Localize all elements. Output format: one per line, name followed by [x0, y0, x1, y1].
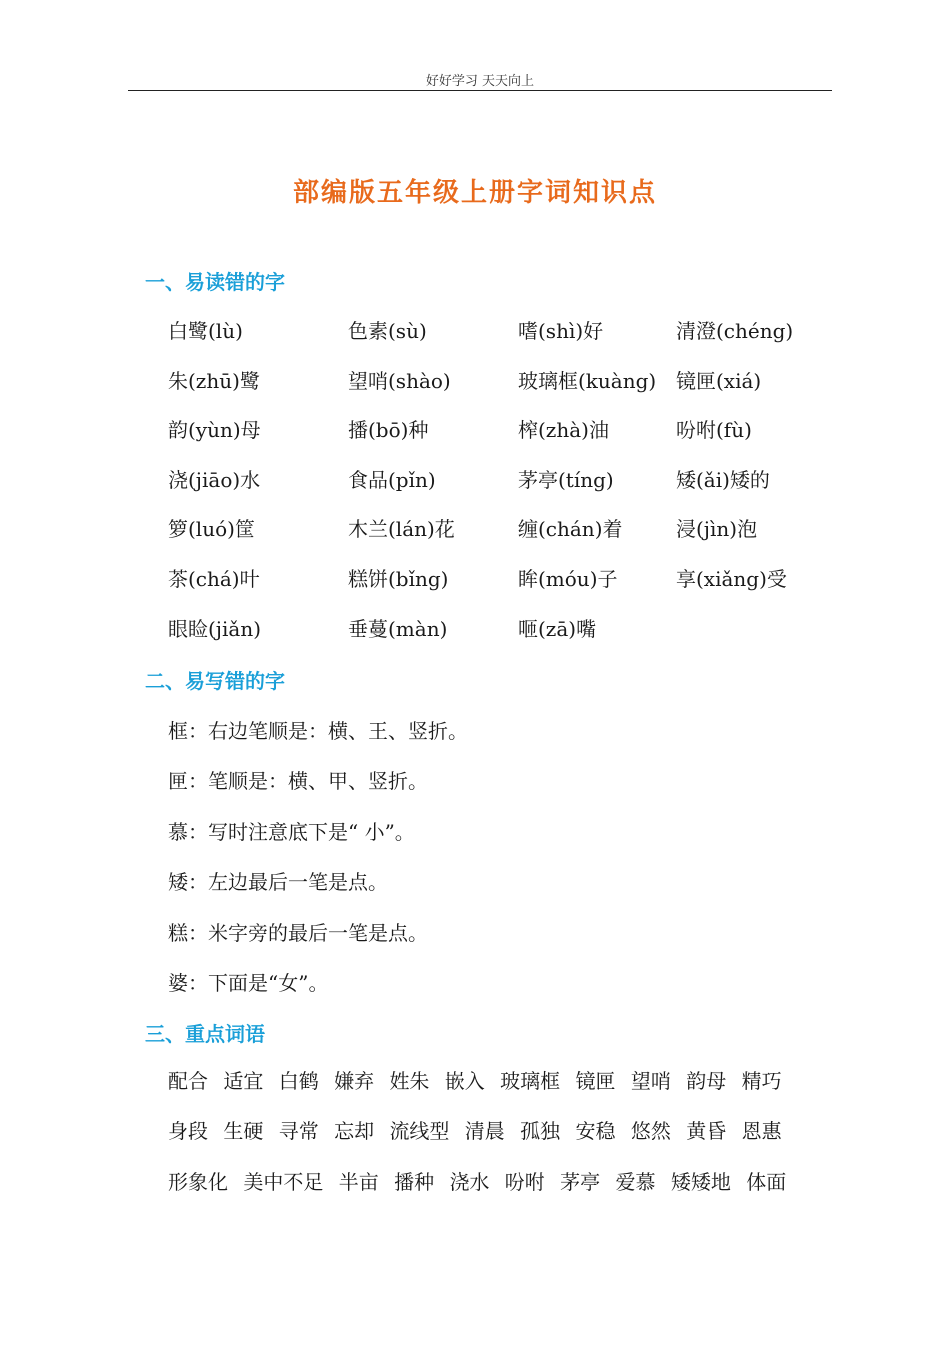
section-heading-miswritten: 二、易写错的字 — [145, 669, 285, 693]
key-word: 嫌弃 — [334, 1069, 375, 1093]
misread-item: 咂(zā)嘴 — [518, 616, 597, 641]
key-word: 形象化 — [168, 1169, 228, 1194]
misread-item: 缠(chán)着 — [518, 517, 623, 542]
key-word: 体面 — [746, 1169, 787, 1194]
header-divider — [128, 90, 832, 91]
miswritten-item: 矮：左边最后一笔是点。 — [168, 870, 388, 895]
miswritten-item: 慕：写时注意底下是“ 小”。 — [168, 819, 415, 844]
misread-item: 木兰(lán)花 — [348, 517, 455, 542]
misread-item: 享(xiǎng)受 — [676, 566, 787, 591]
misread-item: 茅亭(tíng) — [518, 467, 614, 492]
misread-item: 矮(ǎi)矮的 — [676, 467, 770, 492]
key-word: 黄昏 — [686, 1119, 727, 1144]
key-word: 韵母 — [686, 1069, 727, 1093]
misread-item: 白鹭(lù) — [168, 319, 243, 343]
misread-item: 浸(jìn)泡 — [676, 517, 758, 542]
key-word: 玻璃框 — [500, 1069, 561, 1093]
key-word: 矮矮地 — [670, 1169, 731, 1194]
key-words-block — [168, 1064, 795, 1215]
key-word: 播种 — [394, 1169, 435, 1194]
misread-item: 垂蔓(màn) — [348, 616, 448, 641]
key-word: 望哨 — [630, 1069, 671, 1093]
key-word: 寻常 — [278, 1119, 319, 1144]
key-word: 悠然 — [630, 1119, 671, 1144]
misread-item: 吩咐(fù) — [676, 418, 752, 443]
misread-characters-grid — [168, 314, 836, 661]
key-word: 配合 — [168, 1069, 208, 1093]
key-word: 身段 — [168, 1119, 208, 1144]
misread-item: 韵(yùn)母 — [168, 418, 261, 443]
key-word: 流线型 — [389, 1119, 450, 1144]
section-heading-key-words: 三、重点词语 — [145, 1022, 265, 1046]
miswritten-item: 匣：笔顺是：横、甲、竖折。 — [168, 769, 428, 794]
miswritten-characters-list — [168, 714, 468, 1016]
key-word: 嵌入 — [444, 1069, 485, 1093]
key-word: 恩惠 — [741, 1119, 782, 1144]
misread-item: 望哨(shào) — [348, 368, 451, 393]
key-word: 适宜 — [223, 1069, 264, 1093]
page-header: 好好学习 天天向上 — [425, 74, 535, 89]
key-word: 美中不足 — [243, 1169, 324, 1194]
key-word: 爱慕 — [615, 1169, 656, 1194]
misread-item: 清澄(chéng) — [676, 319, 794, 343]
section-heading-misread: 一、易读错的字 — [145, 270, 285, 294]
misread-item: 眼睑(jiǎn) — [168, 616, 262, 641]
misread-item: 播(bō)种 — [348, 418, 429, 443]
key-word: 吩咐 — [504, 1169, 545, 1194]
key-word: 精巧 — [741, 1069, 782, 1093]
misread-item: 朱(zhū)鹭 — [168, 368, 260, 393]
miswritten-item: 框：右边笔顺是：横、王、竖折。 — [168, 719, 468, 743]
misread-item: 榨(zhà)油 — [518, 418, 609, 443]
misread-item: 镜匣(xiá) — [676, 368, 762, 393]
key-words-line — [168, 1064, 795, 1114]
key-words-line — [168, 1114, 795, 1164]
misread-item-empty — [676, 612, 836, 662]
key-word: 姓朱 — [389, 1069, 430, 1093]
misread-item: 眸(móu)子 — [518, 566, 618, 591]
misread-item: 茶(chá)叶 — [168, 566, 260, 591]
misread-item: 食品(pǐn) — [348, 467, 436, 492]
miswritten-item: 婆：下面是“女”。 — [168, 970, 329, 995]
document-title: 部编版五年级上册字词知识点 — [292, 178, 657, 208]
key-word: 镜匣 — [575, 1069, 616, 1093]
key-word: 清晨 — [464, 1119, 505, 1144]
misread-item: 玻璃框(kuàng) — [518, 368, 657, 393]
key-words-line — [168, 1165, 795, 1215]
misread-item: 浇(jiāo)水 — [168, 467, 261, 492]
key-word: 半亩 — [338, 1169, 379, 1194]
misread-item: 嗜(shì)好 — [518, 319, 604, 343]
key-word: 忘却 — [334, 1119, 375, 1144]
misread-item: 色素(sù) — [348, 319, 427, 343]
key-word: 安稳 — [575, 1119, 616, 1144]
key-word: 孤独 — [520, 1119, 561, 1144]
key-word: 白鹤 — [278, 1069, 319, 1093]
key-word: 茅亭 — [560, 1169, 601, 1194]
miswritten-item: 糕：米字旁的最后一笔是点。 — [168, 920, 428, 945]
key-word: 生硬 — [223, 1119, 264, 1144]
key-word: 浇水 — [449, 1169, 490, 1194]
misread-item: 糕饼(bǐng) — [348, 566, 449, 591]
misread-item: 箩(luó)筐 — [168, 517, 255, 542]
